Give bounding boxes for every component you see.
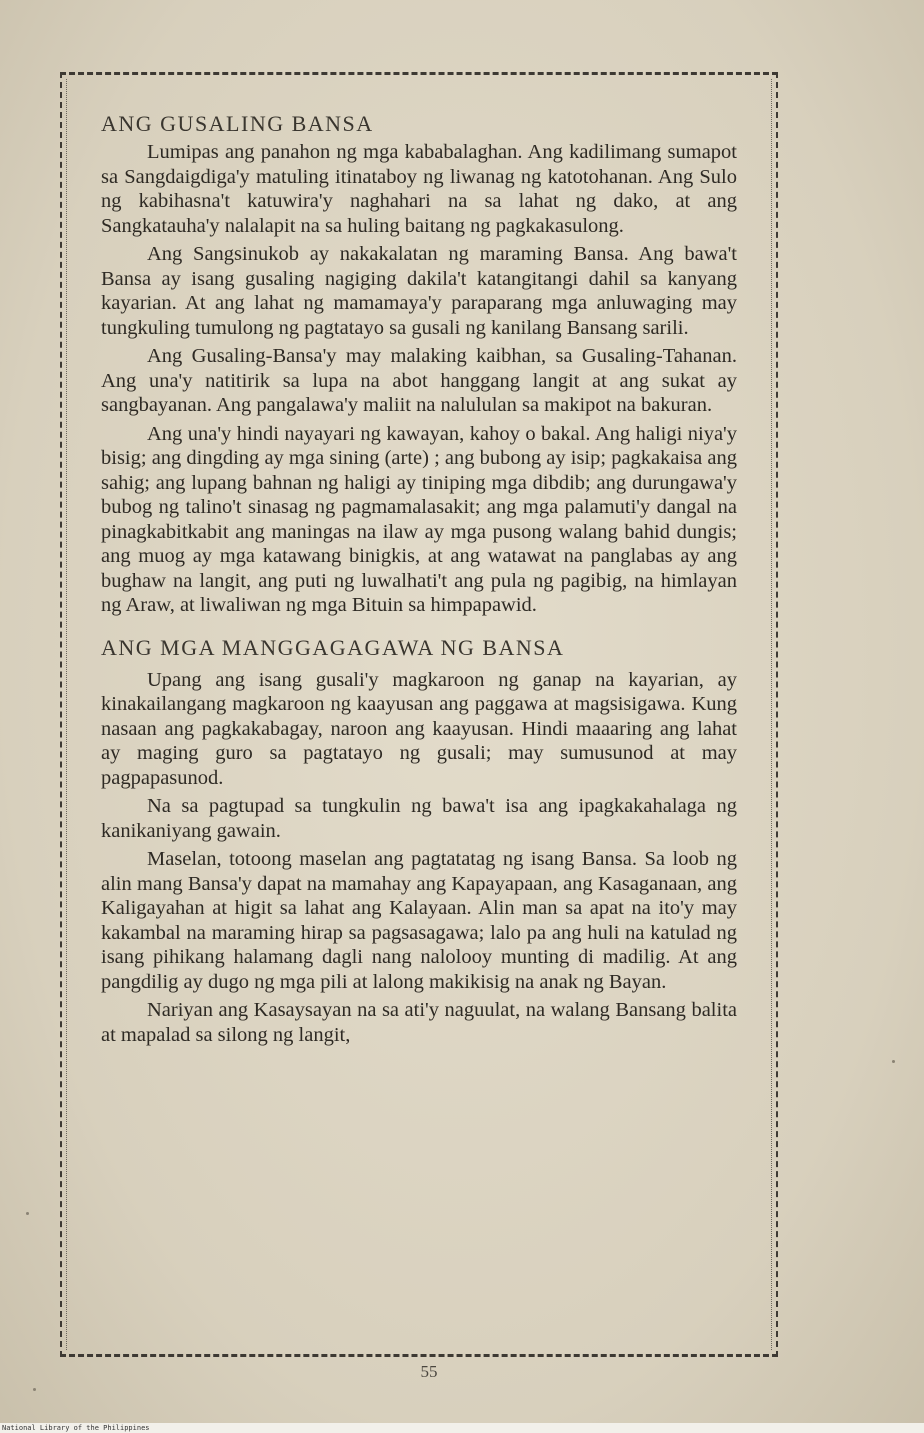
section-heading: ANG GUSALING BANSA xyxy=(101,111,374,136)
page-content xyxy=(101,110,737,1047)
paper-speck xyxy=(26,1212,29,1215)
paper-speck xyxy=(33,1388,36,1391)
library-credit: National Library of the Philippines xyxy=(0,1423,924,1433)
paragraph: Lumipas ang panahon ng mga kababalaghan. Ang kadilimang sumapot sa Sangdaigdiga'y matuling itinataboy ng liwanag ng katotohanan. Ang Sulo ng kabihasna't katuwira'y naghahari na sa lahat ng dako, at ang Sangkatauha'y nalalapit na sa huling baitang ng pagkakasulong. xyxy=(101,141,737,237)
page-number: 55 xyxy=(420,1362,438,1381)
paragraph: Ang una'y hindi nayayari ng kawayan, kahoy o bakal. Ang haligi niya'y bisig; ang dingding ay mga sining (arte) ; ang bubong ay isip; pagkakaisa ang sahig; ang lupang bahnan ng haligi ay tiniping mga dibdib; ang durungawa'y bubog ng talino't sinasag ng pagmamalasakit; ang mga palamuti'y dangal na pinagkabitkabit ang maningas na ilaw ay mga pusong walang bahid dungis; ang muog ay mga katawang binigkis, at ang watawat na panglabas ay ang bughaw na langit, ang puti ng luwalhati't ang pula ng pagibig, na himlayan ng Araw, at liwaliwan ng mga Bituin sa himpapawid. xyxy=(101,422,737,616)
paragraph: Nariyan ang Kasaysayan na sa ati'y naguulat, na walang Bansang balita at mapalad sa silong ng langit, xyxy=(101,999,737,1046)
paper-speck xyxy=(892,1060,895,1063)
section-heading: ANG MGA MANGGAGAGAWA NG BANSA xyxy=(101,634,565,660)
paragraph: Upang ang isang gusali'y magkaroon ng ganap na kayarian, ay kinakailangang magkaroon ng kaayusan ang paggawa at magsisigawa. Kung nasaan ang pagkakabagay, naroon ang kaayusan. Hindi maaaring ang lahat ay maging guro sa pagtatayo ng gusali; may sumusunod at may pagpapasunod. xyxy=(101,668,737,789)
paragraph: Maselan, totoong maselan ang pagtatatag ng isang Bansa. Sa loob ng alin mang Bansa'y dapat na mamahay ang Kapayapaan, ang Kasaganaan, ang Kaligayahan at higit sa lahat ang Kalayaan. Alin man sa apat na ito'y may kakambal na maraming hirap sa pagsasagawa; lalo pa ang huli na katulad ng isang pihikang halamang dagli nang nalolooy munting di madilig. At ang pangdilig ay dugo ng mga pili at lalong makikisig na anak ng Bayan. xyxy=(101,848,737,993)
paragraph: Ang Sangsinukob ay nakakalatan ng maraming Bansa. Ang bawa't Bansa ay isang gusaling nagiging dakila't katangitangi dahil sa kanyang kayarian. At ang lahat ng mamamaya'y paraparang mga anluwaging may tungkuling tumulong ng pagtatayo sa gusali ng kanilang Bansang sarili. xyxy=(101,243,737,339)
paragraph: Ang Gusaling-Bansa'y may malaking kaibhan, sa Gusaling-Tahanan. Ang una'y natitirik sa lupa na abot hanggang langit at ang sukat ay sangbayanan. Ang pangalawa'y maliit na nalululan sa makipot na bakuran. xyxy=(101,345,737,416)
paragraph: Na sa pagtupad sa tungkulin ng bawa't isa ang ipagkakahalaga ng kanikaniyang gawain. xyxy=(101,795,737,842)
